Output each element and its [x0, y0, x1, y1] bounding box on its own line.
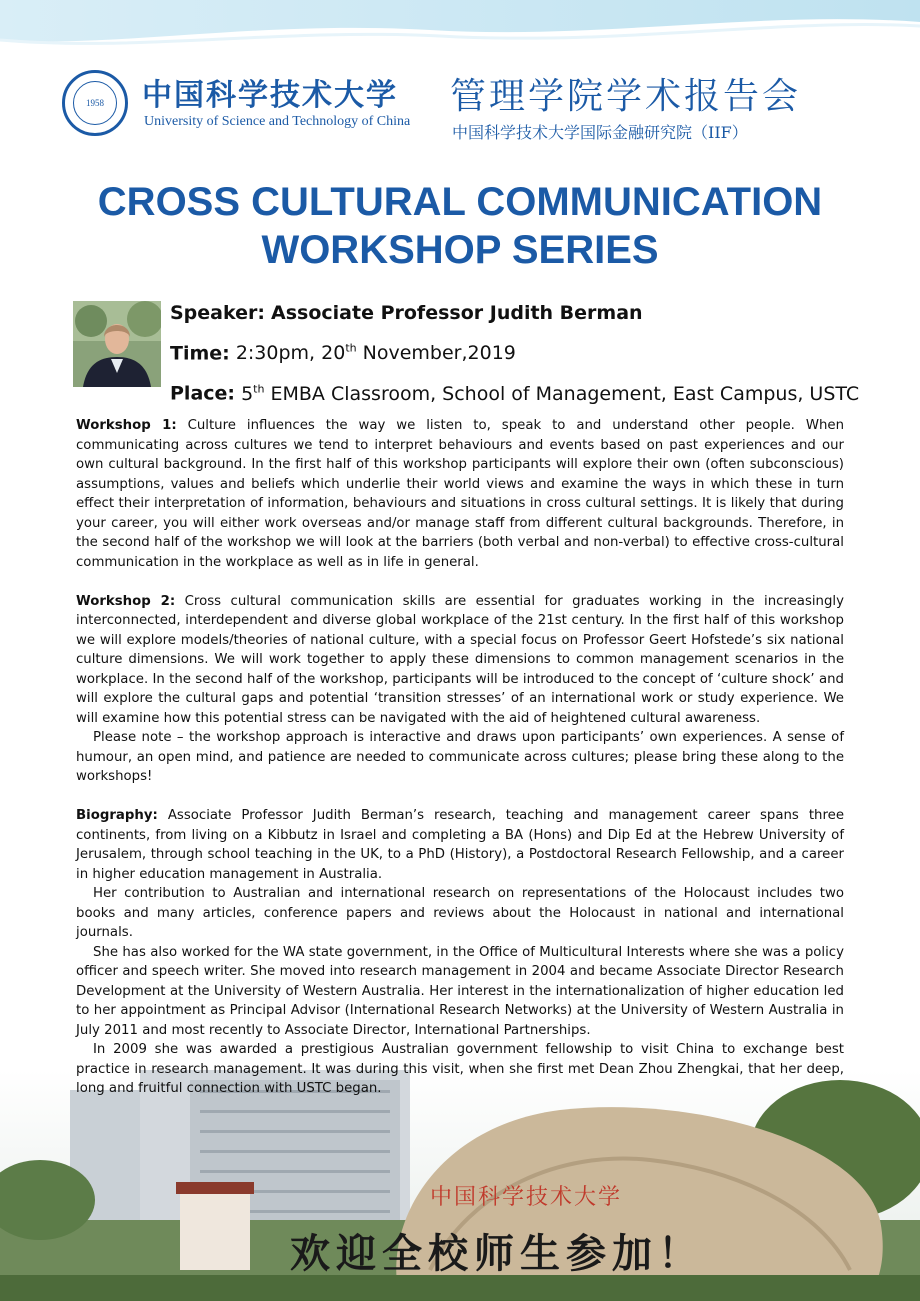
title-line-1: CROSS CULTURAL COMMUNICATION [97, 180, 823, 224]
header [62, 68, 862, 142]
time-label: Time: [170, 342, 230, 365]
speaker-row [170, 296, 890, 331]
workshop-note: Please note – the workshop approach is interactive and draws upon participants’ own experiences. A sense of humour, an open mind, and patience are needed to communicate across cultures; please bring these along to the workshops! [76, 730, 844, 784]
time-row [170, 331, 890, 371]
title-line-2: WORKSHOP SERIES [261, 228, 659, 272]
biography-paragraph-1 [76, 806, 844, 884]
workshop-1-paragraph [76, 416, 844, 572]
university-name-cn: 中国科学技术大学 [142, 78, 398, 113]
workshop-1-label: Workshop 1: [76, 418, 177, 433]
seal-year: 1958 [73, 81, 117, 125]
biography-paragraph-3: She has also worked for the WA state government, in the Office of Multicultural Interests where she was a policy officer and speech writer. She moved into research management in 2004 and became Associate Director Research Development at the University of Western Australia. Her interest in the internationalization of higher education led to her appointment as Principal Advisor (International Research Networks) at the University of Western Australia in July 2011 and most recently to Associate Director, International Partnerships. [76, 944, 844, 1038]
workshop-2-paragraph [76, 592, 844, 729]
workshop-2-text: Cross cultural communication skills are essential for graduates working in the increasingly interconnected, interdependent and diverse global workplace of the 21st century. In the first half of this workshop we will explore models/theories of national culture, with a special focus on Professor Geert Hofstede’s six national culture dimensions. We will work together to apply these dimensions to common management scenarios in the workplace. In the second half of the workshop, participants will be introduced to the concept of ‘culture shock’ and will explore the cultural gaps and potential ‘transition stresses’ of an international work or study experience. We will examine how this potential stress can be navigated with the aid of heightened cultural awareness. [76, 593, 844, 726]
biography-paragraph-2: Her contribution to Australian and international research on representations of the Holocaust includes two books and many articles, conference papers and reviews about the Holocaust in national and international journals. [76, 886, 844, 940]
report-title: 管理学院学术报告会 [450, 76, 802, 117]
place-label: Place: [170, 382, 236, 405]
page-title [0, 178, 920, 274]
workshop-1-text: Culture influences the way we listen to, speak to and understand other people. When communicating across cultures we tend to interpret behaviours and events based on past experiences and our own cultural background. In the first half of this workshop participants will explore their own (often subconscious) assumptions, values and beliefs which underlie their world views and examine the ways in which these in turn effect their interpretation of information, behaviours and situations in cross cultural settings. It is likely that during your career, you will either work overseas and/or manage staff from different cultural backgrounds. Therefore, in the second half of the workshop we will look at the barriers (both verbal and non-verbal) to effective cross-cultural communication in the workplace as well as in life in general. [76, 418, 845, 570]
university-name-en: University of Science and Technology of China [144, 114, 411, 129]
biography-paragraph-4: In 2009 she was awarded a prestigious Australian government fellowship to visit China to exchange best practice in research management. It was during this visit, when she first met Dean Zhou Zhengkai, that her deep, long and fruitful connection with USTC began. [76, 1042, 844, 1096]
place-value: 5th EMBA Classroom, School of Management, East Campus, USTC [241, 382, 860, 405]
biography-label: Biography: [76, 808, 158, 823]
speaker-label: Speaker: [170, 302, 265, 324]
place-row [170, 371, 890, 411]
welcome-banner: 欢迎全校师生参加！ [290, 1230, 704, 1277]
report-subtitle: 中国科学技术大学国际金融研究院（IIF） [452, 123, 748, 142]
speaker-photo [73, 301, 161, 387]
rock-inscription: 中国科学技术大学 [430, 1185, 623, 1210]
event-info [170, 296, 890, 412]
biography-text-1: Associate Professor Judith Berman’s research, teaching and management career spans three continents, from living on a Kibbutz in Israel and completing a BA (Hons) and Dip Ed at the Hebrew University of Jerusalem, through school teaching in the UK, to a PhD (History), a Postdoctoral Research Fellowship, and a career in higher education management in Australia. [76, 808, 844, 882]
workshop-2-label: Workshop 2: [76, 593, 176, 609]
university-seal-icon [62, 70, 128, 136]
speaker-value: Associate Professor Judith Berman [271, 302, 643, 324]
time-value: 2:30pm, 20th November,2019 [235, 342, 516, 365]
top-wave-decoration [0, 0, 920, 60]
main-content [76, 416, 844, 1099]
